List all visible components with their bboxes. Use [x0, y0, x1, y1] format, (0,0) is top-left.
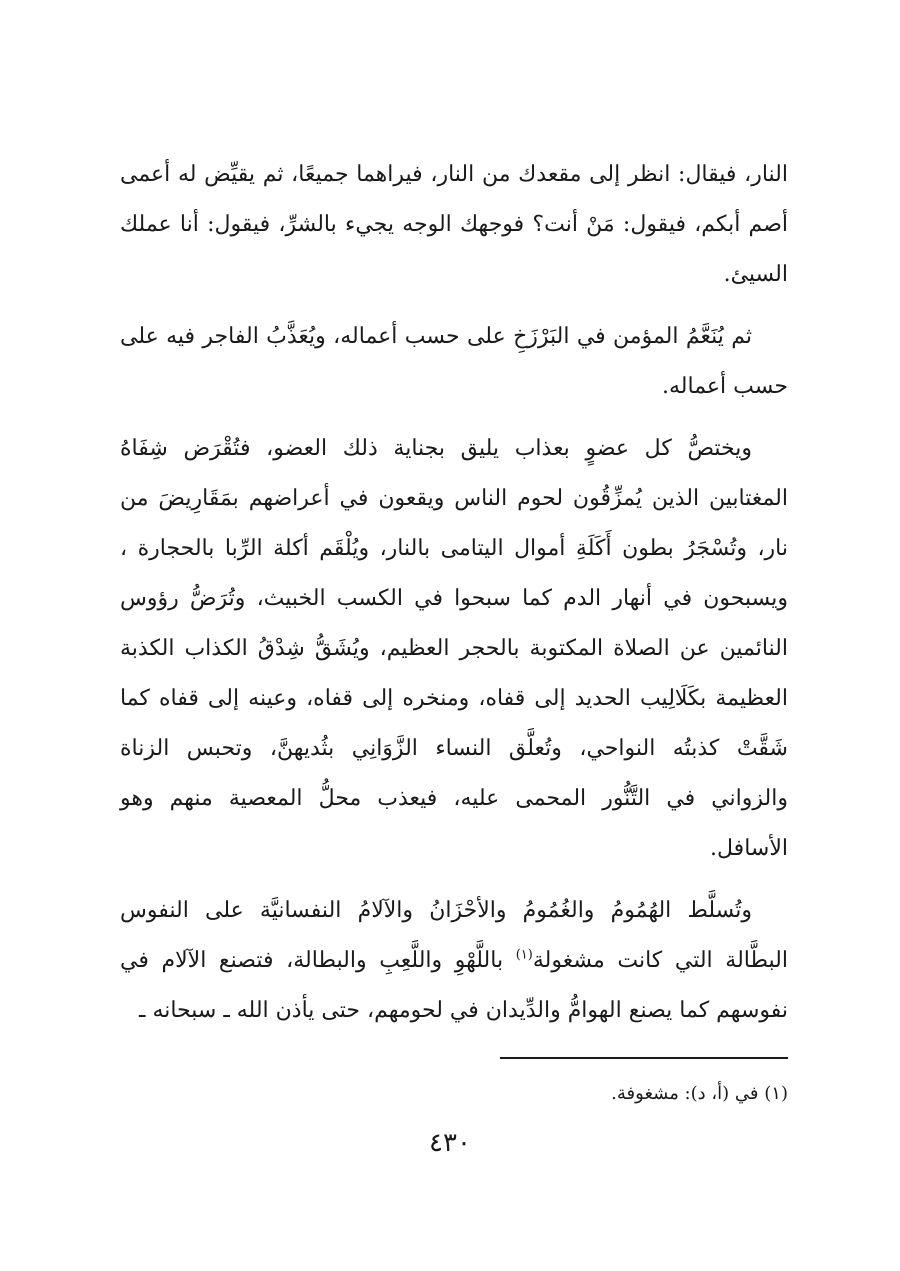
- main-text: [120, 150, 788, 1048]
- page-number: ٤٣٠: [429, 1128, 471, 1158]
- paragraph-2: ثم يُنَعَّمُ المؤمن في البَرْزَخِ على حسب أعماله، ويُعَذَّبُ الفاجر فيه على حسب أعماله.: [120, 324, 788, 399]
- paragraph-4-text-after: باللَّهْوِ واللَّعِبِ والبطالة، فتصنع الآلام في نفوسهم كما يصنع الهوامُّ والدِّيدان في لحومهم، حتى يأذن الله ـ سبحانه ـ: [120, 948, 788, 1023]
- paragraph-3: ويختصُّ كل عضوٍ بعذاب يليق بجناية ذلك العضو، فتُقْرَض شِفَاهُ المغتابين الذين يُمزِّقُون لحوم الناس ويقعون في أعراضهم بمَقَارِيضَ من نار، وتُسْجَرُ بطون أَكَلَةِ أموال اليتامى بالنار، ويُلْقَم أكلة الرِّبا بالحجارة ، ويسبحون في أنهار الدم كما سبحوا في الكسب الخبيث، وتُرَضُّ رؤوس النائمين عن الصلاة المكتوبة بالحجر العظيم، ويُشَقُّ شِدْقُ الكذاب الكذبة العظيمة بكَلَالِيب الحديد إلى قفاه، ومنخره إلى قفاه، وعينه إلى قفاه كما شَقَّتْ كذبتُه النواحي، وتُعلَّق النساء الزَّوَانِي بثُديهنَّ، وتحبس الزناة والزواني في التَّنُّور المحمى عليه، فيعذب محلُّ المعصية منهم وهو الأسافل.: [120, 436, 788, 861]
- paragraph-4-text-before: وتُسلَّط الهُمُومُ والغُمُومُ والأحْزَانُ والآلامُ النفسانيَّة على النفوس البطَّالة التي كانت مشغولة: [120, 898, 789, 973]
- footnote-marker: (١): [515, 947, 533, 963]
- paragraph-1: النار، فيقال: انظر إلى مقعدك من النار، فيراهما جميعًا، ثم يقيِّض له أعمى أصم أبكم، فيقول: مَنْ أنت؟ فوجهك الوجه يجيء بالشرِّ، فيقول: أنا عملك السيئ.: [120, 162, 788, 287]
- footnote: (١) في (أ، د): مشغوفة.: [611, 1083, 788, 1104]
- footnote-divider: [500, 1057, 788, 1059]
- paragraph-4: [120, 886, 788, 1036]
